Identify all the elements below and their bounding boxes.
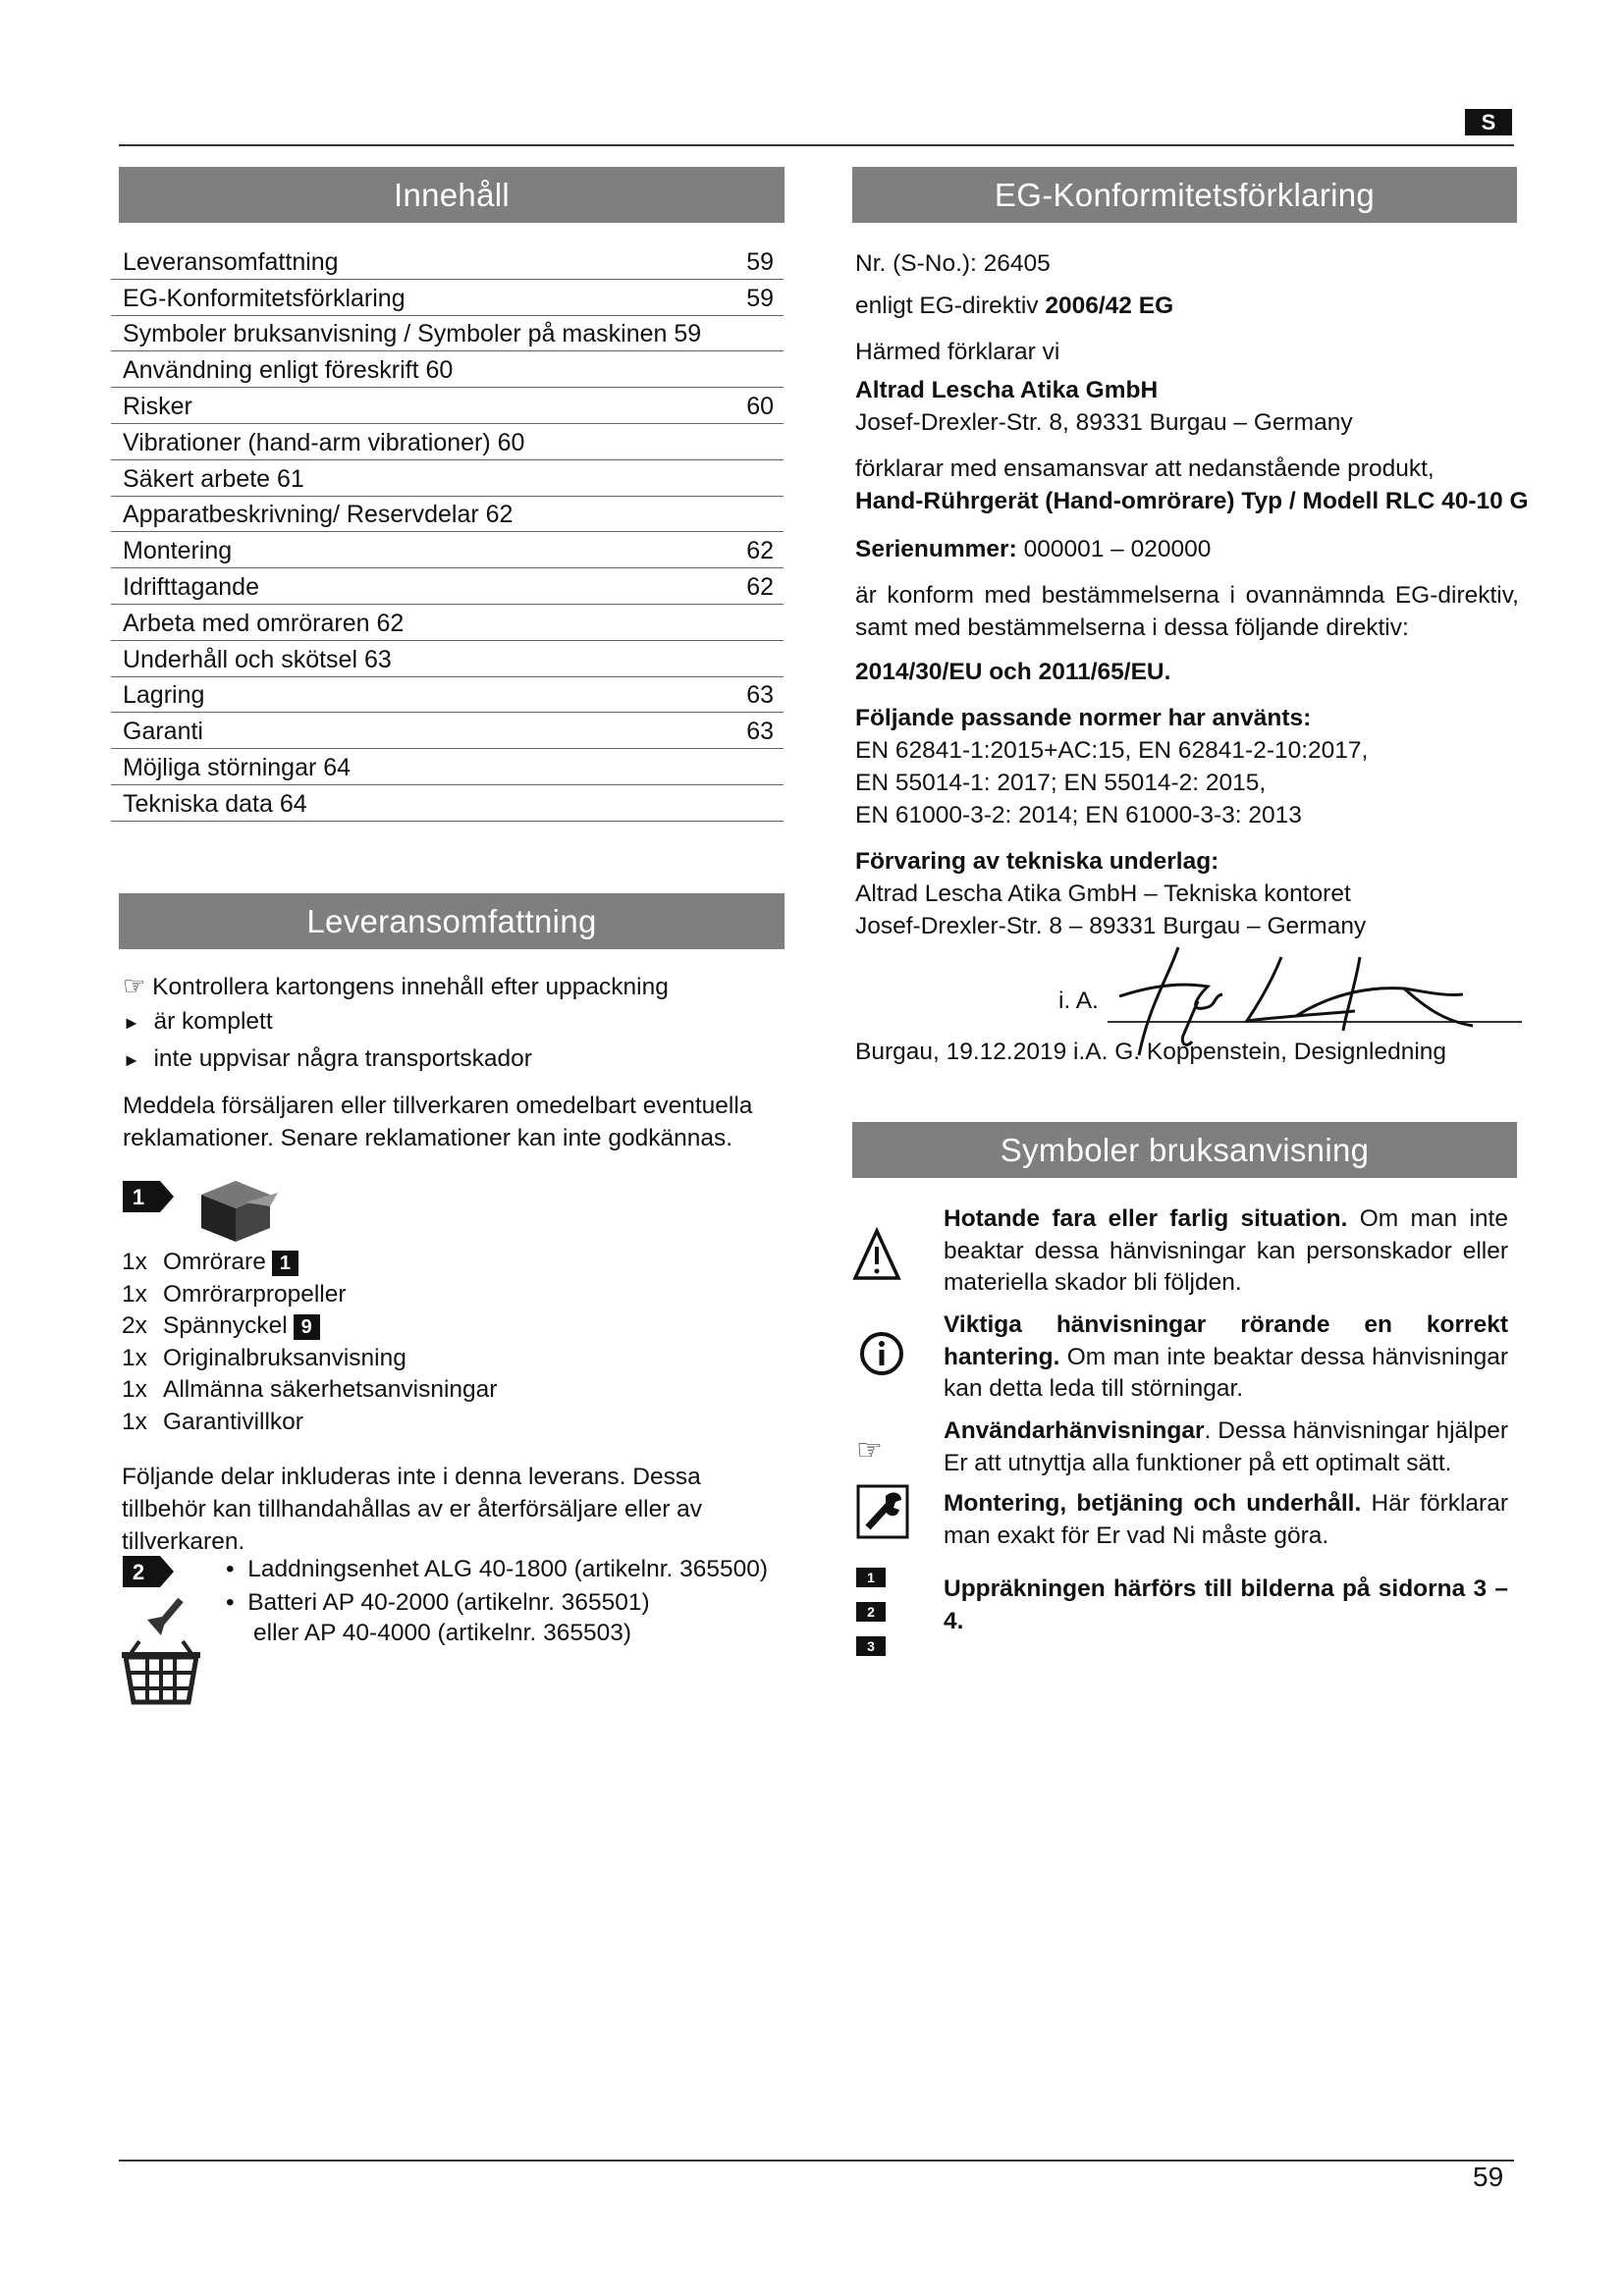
conformity-title: EG-Konformitetsförklaring — [852, 167, 1517, 223]
delivery-item — [122, 1343, 497, 1375]
conform-text: är konform med bestämmelserna i ovannämnda EG-direktiv, samt med bestämmelserna i dessa följande direktiv: — [855, 582, 1519, 641]
toc-entry — [111, 388, 784, 424]
serial-line: Serienummer: 000001 – 020000 — [855, 536, 1212, 562]
figure-1-marker — [123, 1181, 174, 1217]
toc-entry-title: Apparatbeskrivning/ Reservdelar 62 — [123, 501, 514, 529]
toc-entry — [111, 677, 784, 714]
box-icon — [191, 1173, 280, 1249]
basket-icon — [120, 1598, 202, 1711]
conformity-block — [855, 247, 1529, 942]
accessory-item: • Laddningsenhet ALG 40-1800 (artikelnr. 365500) — [226, 1556, 769, 1582]
symbols-title: Symboler bruksanvisning — [852, 1122, 1517, 1178]
product-name: Hand-Rührgerät (Hand-omrörare) Typ / Modell RLC 40-10 G — [855, 488, 1529, 514]
item-quantity: 1x — [122, 1344, 147, 1371]
item-name: Omrörare — [163, 1249, 266, 1275]
item-reference: 9 — [294, 1314, 320, 1340]
pointing-hand-icon: ☞ — [856, 1434, 883, 1467]
ia-label: i. A. — [1058, 988, 1099, 1014]
toc-entry — [111, 316, 784, 352]
toc-entry — [111, 351, 784, 388]
item-name: Spännyckel — [163, 1312, 288, 1339]
company-address: Josef-Drexler-Str. 8, 89331 Burgau – Germany — [855, 409, 1353, 436]
responsibility-text: förklarar med ensamansvar att nedanstående produkt, — [855, 455, 1435, 482]
warning-icon — [852, 1227, 901, 1287]
toc-entry-page: 63 — [746, 681, 774, 710]
toc-entry-page: 62 — [746, 537, 774, 565]
declare-text: Härmed förklarar vi — [855, 339, 1060, 365]
toc-entry-title: Risker — [123, 392, 192, 420]
toc-entry-page: 62 — [746, 572, 774, 601]
footer-rule — [119, 2160, 1514, 2162]
number-label-3: 3 — [856, 1636, 886, 1656]
bullet-item — [123, 1042, 532, 1077]
accessory-item-extra: eller AP 40-4000 (artikelnr. 365503) — [253, 1620, 631, 1646]
delivery-item — [122, 1247, 497, 1279]
check-text: Kontrollera kartongens innehåll efter uppackning — [152, 974, 669, 1000]
toc-entry — [111, 568, 784, 605]
toc-entry-page: 59 — [746, 247, 774, 276]
delivery-item — [122, 1310, 497, 1343]
toc-entry-page: 63 — [746, 718, 774, 746]
toc-entry-title: Tekniska data 64 — [123, 789, 307, 818]
toc-entry — [111, 243, 784, 280]
standard-line: EN 61000-3-2: 2014; EN 61000-3-3: 2013 — [855, 802, 1302, 828]
toc-entry-page: 60 — [746, 392, 774, 420]
delivery-item — [122, 1279, 497, 1311]
symbol-warning-text: Hotande fara eller farlig situation. Om man inte beaktar dessa hänvisningar kan personskador eller materiella skador bli följden. — [944, 1205, 1508, 1296]
toc-entry — [111, 641, 784, 677]
item-quantity: 1x — [122, 1280, 147, 1308]
bullet-text: är komplett — [153, 1008, 273, 1035]
toc-entry — [111, 749, 784, 785]
item-name: Garantivillkor — [163, 1408, 303, 1435]
toc-entry-title: Lagring — [123, 681, 205, 710]
toc-entry-title: Möjliga störningar 64 — [123, 753, 352, 781]
page-number: 59 — [1473, 2162, 1504, 2192]
number-label-2: 2 — [856, 1602, 886, 1622]
standard-line: EN 55014-1: 2017; EN 55014-2: 2015, — [855, 770, 1267, 796]
symbol-info-text: Viktiga hänvisningar rörande en korrekt hantering. Om man inte beaktar dessa hänvisningar kan detta leda till störningar. — [944, 1311, 1508, 1402]
wrench-icon — [856, 1484, 909, 1544]
delivery-item-list — [122, 1247, 497, 1438]
toc-title: Innehåll — [119, 167, 785, 223]
toc-entry-title: Garanti — [123, 718, 203, 746]
item-quantity: 1x — [122, 1249, 147, 1275]
toc-entry — [111, 280, 784, 316]
symbol-wrench-text: Montering, betjäning och underhåll. Här förklarar man exakt för Er vad Ni måste göra. — [944, 1490, 1508, 1549]
toc-entry — [111, 460, 784, 497]
bullet-text: inte uppvisar några transportskador — [153, 1045, 532, 1072]
item-quantity: 1x — [122, 1408, 147, 1435]
notice-text: Meddela försäljaren eller tillverkaren omedelbart eventuella reklamationer. Senare reklamationer kan inte godkännas. — [123, 1093, 753, 1151]
standard-line: EN 62841-1:2015+AC:15, EN 62841-2-10:2017, — [855, 737, 1369, 764]
toc-entry-page: 59 — [746, 284, 774, 312]
toc-entry-title: Säkert arbete 61 — [123, 464, 304, 493]
language-badge: S — [1465, 109, 1512, 135]
delivery-item — [122, 1374, 497, 1407]
toc-entry-title: Leveransomfattning — [123, 247, 339, 276]
accessories-note: Följande delar inkluderas inte i denna leverans. Dessa tillbehör kan tillhandahållas av er återförsäljare eller av tillverkaren. — [122, 1464, 703, 1555]
number-label-1: 1 — [856, 1568, 886, 1587]
item-name: Originalbruksanvisning — [163, 1344, 406, 1371]
toc-entry — [111, 497, 784, 533]
info-icon — [859, 1331, 904, 1381]
toc-entry — [111, 532, 784, 568]
header-rule — [119, 144, 1514, 146]
accessory-list — [226, 1553, 768, 1647]
storage-line: Josef-Drexler-Str. 8 – 89331 Burgau – Germany — [855, 913, 1367, 939]
check-line — [123, 970, 790, 1003]
toc-entry-title: EG-Konformitetsförklaring — [123, 284, 406, 312]
toc-entry-title: Vibrationer (hand-arm vibrationer) 60 — [123, 428, 525, 456]
bullet-item — [123, 1005, 273, 1040]
toc-entry-title: Arbeta med omröraren 62 — [123, 609, 405, 637]
toc-entry — [111, 424, 784, 460]
delivery-item — [122, 1407, 497, 1439]
table-of-contents — [111, 243, 784, 822]
toc-entry — [111, 713, 784, 749]
toc-entry — [111, 785, 784, 822]
storage-line: Altrad Lescha Atika GmbH – Tekniska kontoret — [855, 881, 1351, 907]
symbol-hint-text: Användarhänvisningar. Dessa hänvisningar hjälper Er att utnyttja alla funktioner på ett optimalt sätt. — [944, 1417, 1508, 1476]
pointing-hand-icon: ☞ — [123, 971, 146, 1000]
arrow-bullet-icon: ► — [123, 1050, 140, 1070]
directives-list: 2014/30/EU och 2011/65/EU. — [855, 659, 1171, 685]
conformity-number: Nr. (S-No.): 26405 — [855, 250, 1051, 277]
delivery-title: Leveransomfattning — [119, 893, 785, 949]
figure-1-label: 1 — [132, 1185, 145, 1209]
item-name: Omrörarpropeller — [163, 1280, 347, 1308]
signed-line: Burgau, 19.12.2019 i.A. G. Koppenstein, Designledning — [855, 1039, 1447, 1065]
toc-entry-title: Idrifttagande — [123, 572, 259, 601]
arrow-bullet-icon: ► — [123, 1013, 140, 1033]
toc-entry-title: Användning enligt föreskrift 60 — [123, 356, 454, 385]
item-name: Allmänna säkerhetsanvisningar — [163, 1376, 498, 1403]
toc-entry-title: Montering — [123, 537, 233, 565]
directive-line: enligt EG-direktiv 2006/42 EG — [855, 293, 1174, 319]
accessory-item: • Batteri AP 40-2000 (artikelnr. 365501) — [226, 1589, 650, 1616]
figure-2-marker — [123, 1556, 174, 1592]
item-quantity: 1x — [122, 1376, 147, 1403]
storage-label: Förvaring av tekniska underlag: — [855, 848, 1219, 875]
toc-entry — [111, 605, 784, 641]
figure-reference-text: Uppräkningen härförs till bilderna på sidorna 3 – 4. — [944, 1575, 1508, 1634]
standards-label: Följande passande normer har använts: — [855, 705, 1312, 731]
item-reference: 1 — [272, 1251, 298, 1276]
company-name: Altrad Lescha Atika GmbH — [855, 377, 1159, 403]
toc-entry-title: Underhåll och skötsel 63 — [123, 645, 392, 673]
figure-2-label: 2 — [132, 1560, 145, 1584]
item-quantity: 2x — [122, 1312, 147, 1339]
toc-entry-title: Symboler bruksanvisning / Symboler på maskinen 59 — [123, 320, 702, 348]
